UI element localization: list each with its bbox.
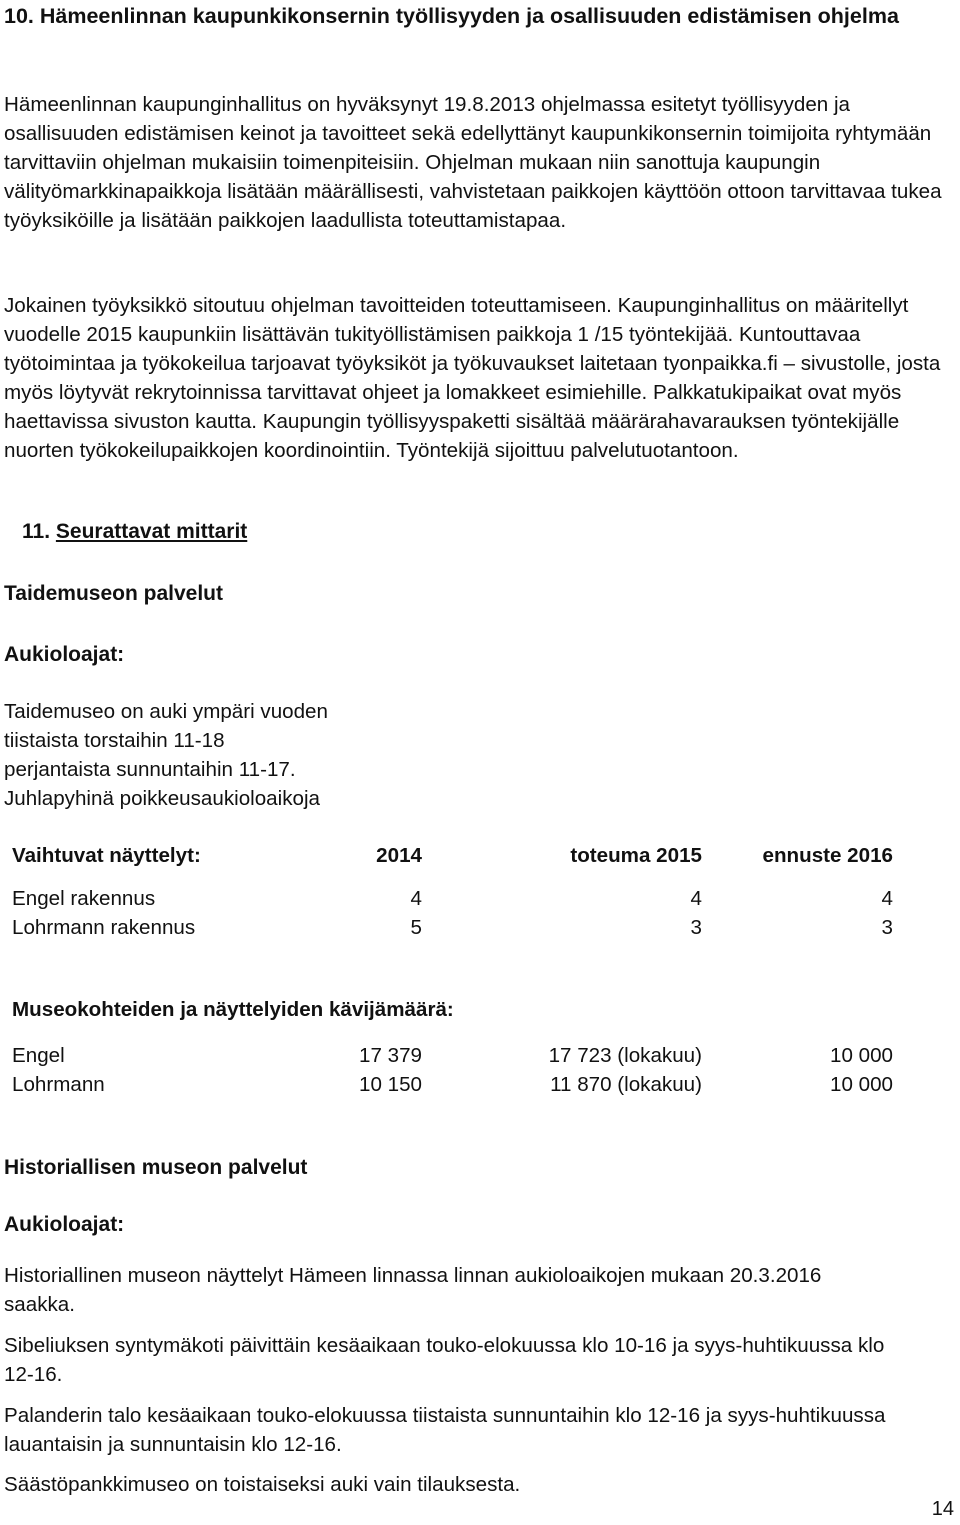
table-cell: 4 bbox=[690, 887, 702, 910]
section-11-heading bbox=[22, 520, 247, 544]
history-museum-paragraph: Säästöpankkimuseo on toistaiseksi auki vain tilauksesta. bbox=[4, 1473, 521, 1496]
history-museum-hours-label: Aukioloajat: bbox=[4, 1213, 125, 1236]
table-header-cell: toteuma 2015 bbox=[570, 844, 702, 867]
table-cell: 10 000 bbox=[830, 1044, 893, 1067]
table-cell: Lohrmann rakennus bbox=[12, 916, 196, 939]
hours-line: tiistaista torstaihin 11-18 bbox=[4, 729, 225, 752]
art-museum-hours bbox=[4, 697, 328, 813]
exhibitions-table bbox=[12, 841, 902, 942]
history-museum-paragraph: Sibeliuksen syntymäkoti päivittäin kesäaikaan touko-elokuussa klo 10-16 ja syys-huhtikuussa klo 12-16. bbox=[4, 1334, 885, 1386]
history-museum-paragraph: Palanderin talo kesäaikaan touko-elokuussa tiistaista sunnuntaihin klo 12-16 ja syys-huhtikuussa lauantaisin ja sunnuntaisin klo 12-16. bbox=[4, 1404, 886, 1456]
section-11-title: Seurattavat mittarit bbox=[55, 520, 248, 543]
table-cell: 4 bbox=[410, 887, 422, 910]
table-header-cell: 2014 bbox=[376, 844, 422, 867]
hours-line: Juhlapyhinä poikkeusaukioloaikoja bbox=[4, 787, 320, 810]
history-museum-title: Historiallisen museon palvelut bbox=[4, 1156, 308, 1179]
section-10-paragraph-2: Jokainen työyksikkö sitoutuu ohjelman tavoitteiden toteuttamiseen. Kaupunginhallitus on määritellyt vuodelle 2015 kaupunkiin lisättävän tukityöllistämisen paikkoja 1 /15 työntekijää. Kuntouttavaa työtoimintaa ja työkokeilua tarjoavat työyksiköt ja työkuvaukset laitetaan tyonpaikka.fi – sivustolle, josta myös löytyvät rekrytoinnissa tarvittavat ohjeet ja lomakkeet esimiehille. Palkkatukipaikat ovat myös haettavissa sivuston kautta. Kaupungin työllisyyspaketti sisältää määrärahavarauksen työntekijälle nuorten työkokeilupaikkojen koordinointiin. Työntekijä sijoittuu palvelutuotantoon. bbox=[4, 294, 941, 462]
section-10-heading: 10. Hämeenlinnan kaupunkikonsernin työllisyyden ja osallisuuden edistämisen ohjelma bbox=[4, 4, 899, 28]
table-cell: 4 bbox=[881, 887, 893, 910]
table-cell: Lohrmann bbox=[12, 1073, 105, 1096]
table-cell: 3 bbox=[881, 916, 893, 939]
table-cell: 10 150 bbox=[359, 1073, 422, 1096]
table-row bbox=[12, 884, 902, 913]
hours-line: perjantaista sunnuntaihin 11-17. bbox=[4, 758, 296, 781]
art-museum-title: Taidemuseon palvelut bbox=[4, 582, 223, 605]
section-11-number: 11. bbox=[22, 520, 51, 543]
table-cell: 17 723 (lokakuu) bbox=[548, 1044, 702, 1067]
table-row bbox=[12, 1070, 902, 1099]
table-header-cell: ennuste 2016 bbox=[762, 844, 893, 867]
table-header-cell: Vaihtuvat näyttelyt: bbox=[12, 844, 201, 867]
visitors-table bbox=[12, 1041, 902, 1099]
history-museum-paragraph: Historiallinen museon näyttelyt Hämeen linnassa linnan aukioloaikojen mukaan 20.3.2016 saakka. bbox=[4, 1264, 822, 1316]
table-header-row bbox=[12, 841, 902, 870]
table-cell: 17 379 bbox=[359, 1044, 422, 1067]
table-row bbox=[12, 913, 902, 942]
table-cell: 3 bbox=[690, 916, 702, 939]
table-cell: Engel rakennus bbox=[12, 887, 156, 910]
table-row bbox=[12, 1041, 902, 1070]
page-number: 14 bbox=[931, 1498, 954, 1520]
section-10-paragraph-1: Hämeenlinnan kaupunginhallitus on hyväksynyt 19.8.2013 ohjelmassa esitetyt työllisyyden ja osallisuuden edistämisen keinot ja tavoitteet sekä edellyttänyt kaupunkikonsernin toimijoita ryhtymään tarvittaviin ohjelman mukaisiin toimenpiteisiin. Ohjelman mukaan niin sanottuja kaupungin välityömarkkinapaikkoja lisätään määrällisesti, vahvistetaan paikkojen käyttöön ottoon tarvittavaa tukea työyksiköille ja lisätään paikkojen laadullista toteuttamistapaa. bbox=[4, 93, 942, 232]
visitors-table-title: Museokohteiden ja näyttelyiden kävijämäärä: bbox=[12, 998, 454, 1021]
table-cell: 10 000 bbox=[830, 1073, 893, 1096]
art-museum-hours-label: Aukioloajat: bbox=[4, 643, 125, 666]
table-cell: 5 bbox=[410, 916, 422, 939]
table-cell: Engel bbox=[12, 1044, 65, 1067]
table-cell: 11 870 (lokakuu) bbox=[550, 1073, 702, 1096]
hours-line: Taidemuseo on auki ympäri vuoden bbox=[4, 700, 328, 723]
